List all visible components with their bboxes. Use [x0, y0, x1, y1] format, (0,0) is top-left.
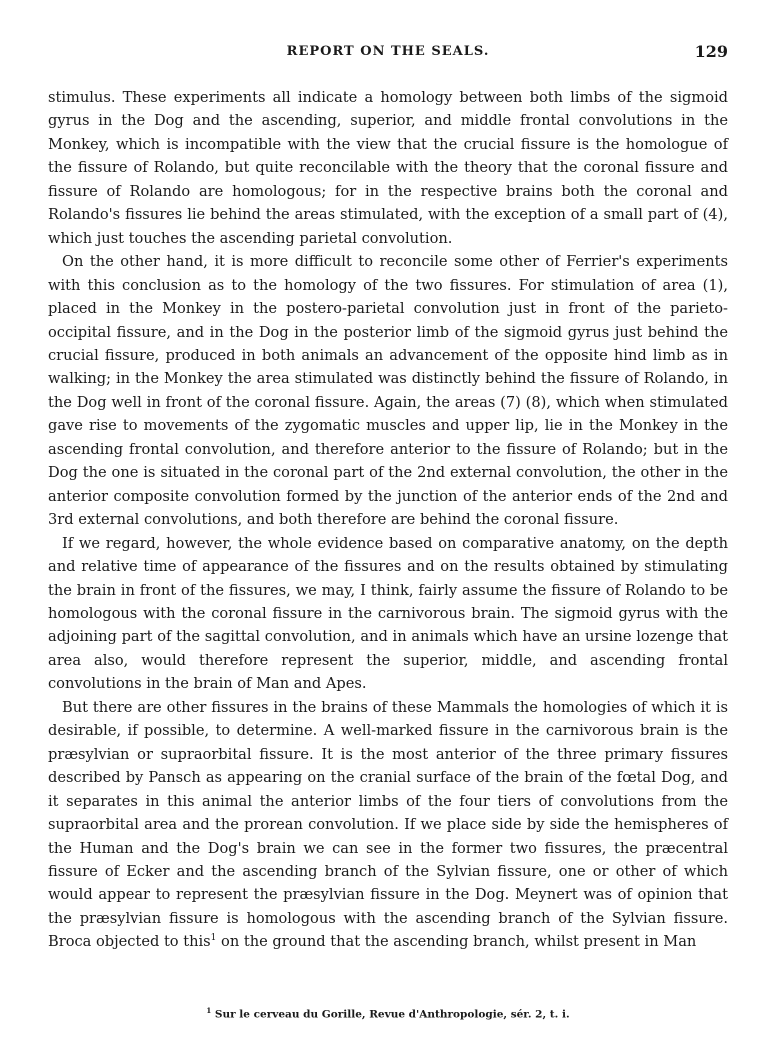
- paragraph-text: But there are other fissures in the brains of these Mammals the homologies of which it is desirable, if possible, to determine. A well-marked fissure in the carnivorous brain is the præsylvian or supraorbital fissure. It is the most anterior of the three primary fissures described by Pansch as appearing on the cranial surface of the brain of the fœtal Dog, and it separates in this animal the anterior limbs of the four tiers of convolutions from the supraorbital area and the prorean convolution. If we place side by side the hemispheres of the Human and the Dog's brain we can see in the former two fissures, the præcentral fissure of Ecker and the ascending branch of the Sylvian fissure, one or other of which would appear to represent the præsylvian fissure in the Dog. Meynert was of opinion that the præsylvian fissure is homologous with the ascending branch of the Sylvian fissure. Broca objected to this: [48, 698, 728, 951]
- paragraph: stimulus. These experiments all indicate a homology between both limbs of the sigmoid gyrus in the Dog and the ascending, superior, and middle frontal convolutions in the Monkey, which is incompatible with the view that the crucial fissure is the homologue of the fissure of Rolando, but quite reconcilable with the theory that the coronal fissure and fissure of Rolando are homologous; for in the respective brains both the coronal and Rolando's fissures lie behind the areas stimulated, with the exception of a small part of (4), which just touches the ascending parietal convolution.: [48, 89, 728, 247]
- running-head: REPORT ON THE SEALS.: [286, 44, 490, 59]
- body-text: [48, 86, 728, 954]
- footnote-text: Sur le cerveau du Gorille, Revue d'Anthropologie, sér. 2, t. i.: [214, 1008, 570, 1021]
- page-header: [48, 44, 728, 66]
- footnote-reference: 1: [210, 933, 217, 944]
- paragraph: On the other hand, it is more difficult to reconcile some other of Ferrier's experiments with this conclusion as to the homology of the two fissures. For stimulation of area (1), placed in the Monkey in the postero-parietal convolution just in front of the parieto-occipital fissure, and in the Dog in the posterior limb of the sigmoid gyrus just behind the crucial fissure, produced in both animals an advancement of the opposite hind limb as in walking; in the Monkey the area stimulated was distinctly behind the fissure of Rolando, in the Dog well in front of the coronal fissure. Again, the areas (7) (8), which when stimulated gave rise to movements of the zygomatic muscles and upper lip, lie in the Monkey in the ascending frontal convolution, and therefore anterior to the fissure of Rolando; but in the Dog the one is situated in the coronal part of the 2nd external convolution, the other in the anterior composite convolution formed by the junction of the anterior ends of the 2nd and 3rd external convolutions, and both therefore are behind the coronal fissure.: [48, 253, 728, 529]
- footnote-marker: 1: [206, 1006, 212, 1015]
- page-number: 129: [694, 42, 728, 61]
- paragraph: [48, 696, 728, 954]
- paragraph-text-tail: on the ground that the ascending branch, whilst present in Man: [216, 933, 697, 951]
- footnote: [48, 1006, 728, 1021]
- paragraph: If we regard, however, the whole evidence based on comparative anatomy, on the depth and relative time of appearance of the fissures and on the results obtained by stimulating the brain in front of the fissures, we may, I think, fairly assume the fissure of Rolando to be homologous with the coronal fissure in the carnivorous brain. The sigmoid gyrus with the adjoining part of the sagittal convolution, and in animals which have an ursine lozenge that area also, would therefore represent the superior, middle, and ascending frontal convolutions in the brain of Man and Apes.: [48, 534, 728, 693]
